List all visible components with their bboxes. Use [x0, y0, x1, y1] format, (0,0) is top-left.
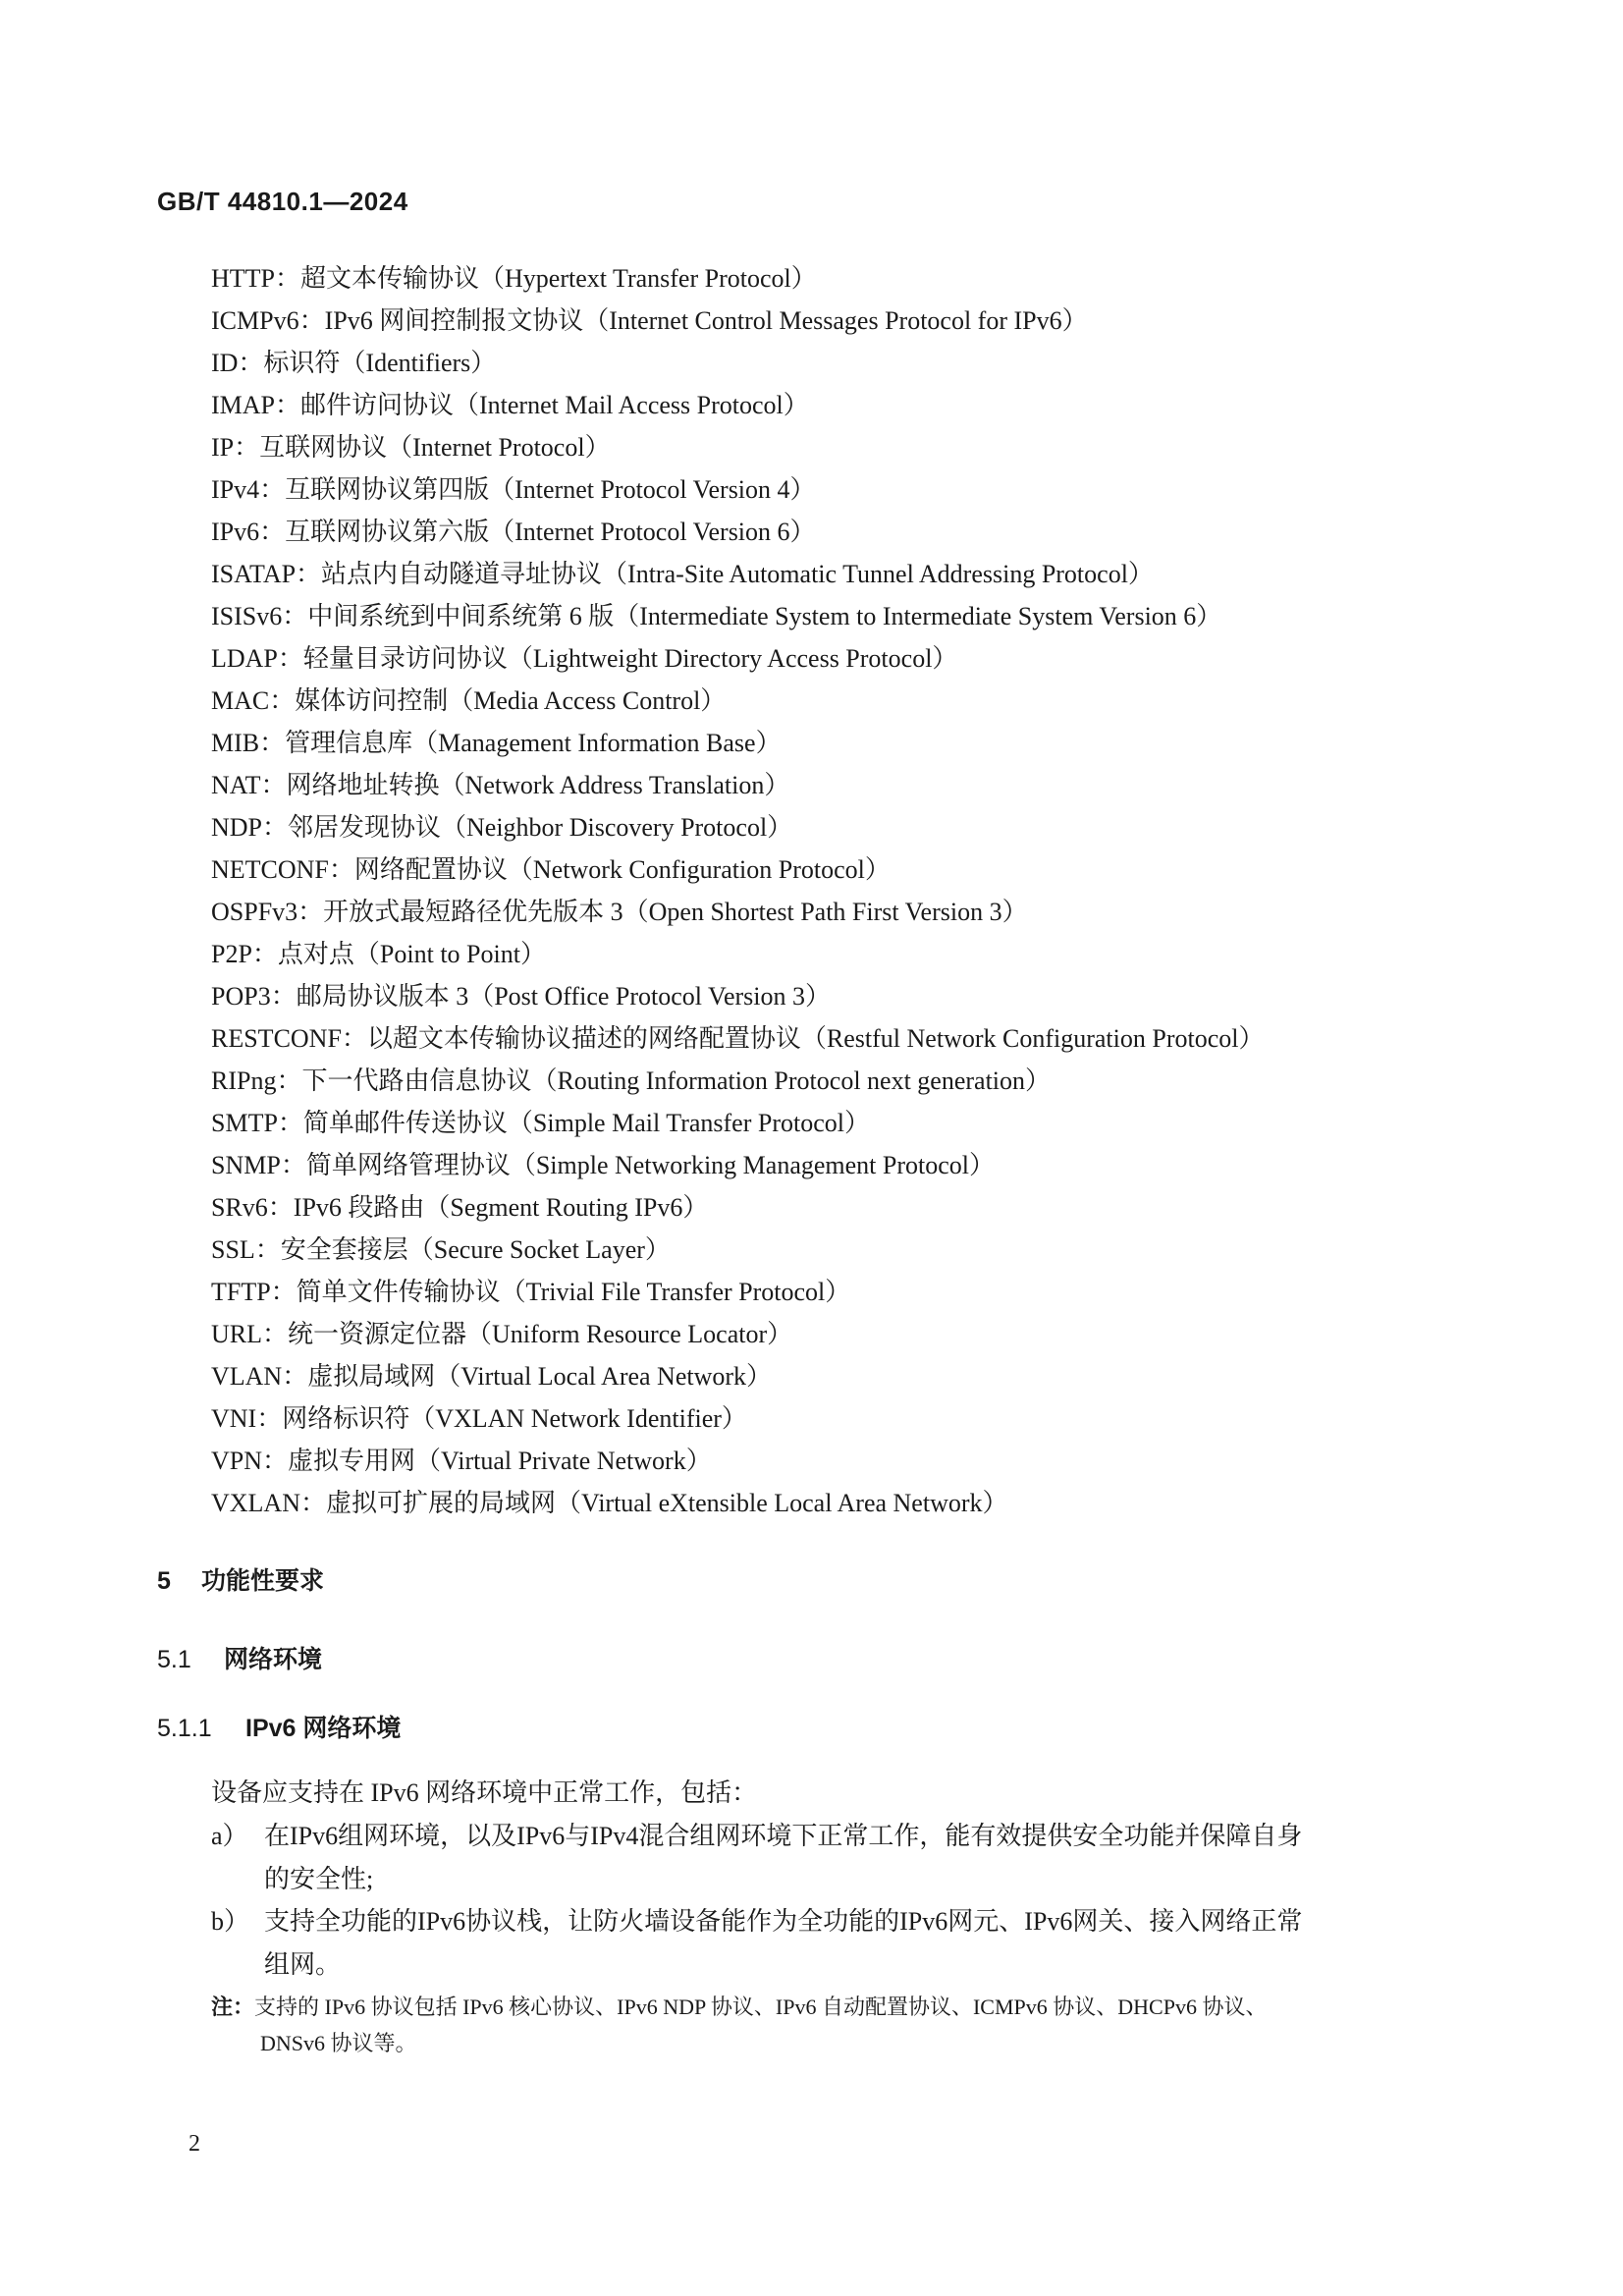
section-5-heading: [157, 1561, 324, 1597]
abbreviation-item: SNMP：简单网络管理协议（Simple Networking Management Protocol）: [211, 1151, 996, 1179]
list-item-line: 组网。: [264, 1950, 342, 1979]
list-item-line: 在IPv6组网环境，以及IPv6与IPv4混合组网环境下正常工作，能有效提供安全功能并保障自身: [264, 1822, 1303, 1850]
section-5-1-1-heading: [157, 1709, 401, 1744]
abbreviation-item: NDP：邻居发现协议（Neighbor Discovery Protocol）: [211, 813, 793, 842]
abbreviation-item: ISISv6：中间系统到中间系统第 6 版（Intermediate System to Intermediate System Version 6）: [211, 602, 1222, 630]
intro-paragraph: 设备应支持在 IPv6 网络环境中正常工作，包括：: [211, 1778, 758, 1807]
abbreviation-item: IPv6：互联网协议第六版（Internet Protocol Version 6）: [211, 518, 816, 546]
abbreviation-item: OSPFv3：开放式最短路径优先版本 3（Open Shortest Path First Version 3）: [211, 898, 1028, 926]
abbreviation-item: RIPng：下一代路由信息协议（Routing Information Protocol next generation）: [211, 1066, 1052, 1095]
abbreviation-item: ICMPv6：IPv6 网间控制报文协议（Internet Control Messages Protocol for IPv6）: [211, 306, 1088, 335]
section-number: 5.1: [157, 1646, 191, 1673]
abbreviation-item: ID：标识符（Identifiers）: [211, 349, 497, 377]
note-block: [211, 1989, 1267, 2061]
section-title: 网络环境: [224, 1646, 323, 1673]
abbreviation-item: VLAN：虚拟局域网（Virtual Local Area Network）: [211, 1362, 773, 1391]
section-5-1-heading: [157, 1640, 322, 1675]
abbreviation-item: MAC：媒体访问控制（Media Access Control）: [211, 686, 727, 715]
section-title: 功能性要求: [201, 1567, 325, 1595]
abbreviation-item: NETCONF：网络配置协议（Network Configuration Protocol）: [211, 855, 891, 884]
note-text-line: 支持的 IPv6 协议包括 IPv6 核心协议、IPv6 NDP 协议、IPv6 自动配置协议、ICMPv6 协议、DHCPv6 协议、: [254, 1995, 1268, 2019]
page-number: 2: [189, 2131, 200, 2157]
abbreviation-item: NAT：网络地址转换（Network Address Translation）: [211, 771, 790, 799]
abbreviation-item: URL：统一资源定位器（Uniform Resource Locator）: [211, 1320, 793, 1348]
abbreviation-item: IMAP：邮件访问协议（Internet Mail Access Protocol）: [211, 391, 809, 419]
abbreviation-list: [211, 257, 1264, 1524]
abbreviation-item: P2P：点对点（Point to Point）: [211, 940, 546, 968]
section-title: IPv6 网络环境: [245, 1715, 402, 1742]
abbreviation-item: IPv4：互联网协议第四版（Internet Protocol Version 4）: [211, 475, 816, 504]
abbreviation-item: SMTP：简单邮件传送协议（Simple Mail Transfer Protocol）: [211, 1109, 870, 1137]
section-number: 5.1.1: [157, 1715, 212, 1742]
abbreviation-item: LDAP：轻量目录访问协议（Lightweight Directory Access Protocol）: [211, 644, 958, 673]
abbreviation-item: VXLAN：虚拟可扩展的局域网（Virtual eXtensible Local Area Network）: [211, 1489, 1008, 1517]
abbreviation-item: MIB：管理信息库（Management Information Base）: [211, 729, 782, 757]
section-number: 5: [157, 1567, 171, 1595]
list-item-line: 的安全性;: [264, 1865, 374, 1893]
list-item-line: 支持全功能的IPv6协议栈，让防火墙设备能作为全功能的IPv6网元、IPv6网关、接入网络正常: [264, 1907, 1303, 1936]
note-text-line: DNSv6 协议等。: [260, 2031, 417, 2055]
abbreviation-item: POP3：邮局协议版本 3（Post Office Protocol Version 3）: [211, 982, 831, 1011]
abbreviation-item: IP：互联网协议（Internet Protocol）: [211, 433, 611, 462]
abbreviation-item: TFTP：简单文件传输协议（Trivial File Transfer Protocol）: [211, 1278, 851, 1306]
abbreviation-item: VNI：网络标识符（VXLAN Network Identifier）: [211, 1404, 747, 1433]
list-marker: a）: [211, 1822, 248, 1850]
abbreviation-item: ISATAP：站点内自动隧道寻址协议（Intra-Site Automatic Tunnel Addressing Protocol）: [211, 560, 1154, 588]
abbreviation-item: VPN：虚拟专用网（Virtual Private Network）: [211, 1447, 712, 1475]
standard-code-header: GB/T 44810.1—2024: [157, 187, 408, 216]
abbreviation-item: RESTCONF：以超文本传输协议描述的网络配置协议（Restful Network Configuration Protocol）: [211, 1024, 1265, 1053]
abbreviation-item: SSL：安全套接层（Secure Socket Layer）: [211, 1235, 671, 1264]
abbreviation-item: SRv6：IPv6 段路由（Segment Routing IPv6）: [211, 1193, 709, 1222]
list-marker: b）: [211, 1907, 250, 1936]
abbreviation-item: HTTP：超文本传输协议（Hypertext Transfer Protocol）: [211, 264, 817, 293]
note-label: 注：: [211, 1995, 255, 2019]
